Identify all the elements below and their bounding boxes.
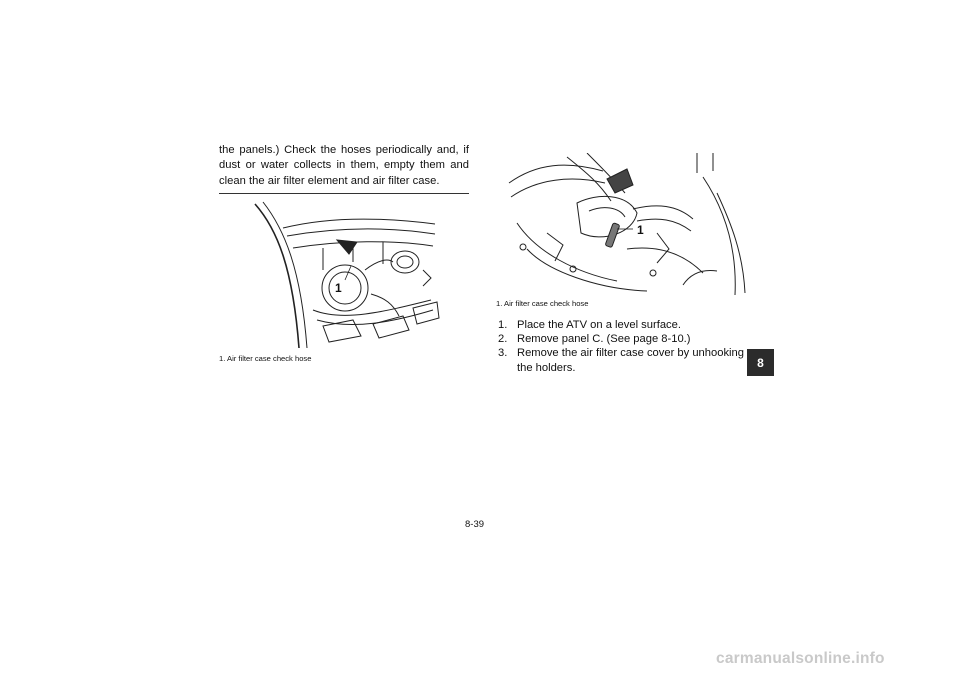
- step-number: 2.: [498, 333, 508, 346]
- figure-left-illustration: [253, 200, 443, 350]
- figure-right-caption: 1. Air filter case check hose: [496, 299, 589, 308]
- chapter-tab: 8: [747, 349, 774, 376]
- step-number: 3.: [498, 347, 508, 360]
- step-text: Place the ATV on a level surface.: [517, 319, 681, 331]
- callout-label: 1: [335, 281, 342, 295]
- list-item: [496, 346, 746, 374]
- watermark-text: carmanualsonline.info: [716, 650, 885, 667]
- step-number: 1.: [498, 319, 508, 331]
- figure-left-caption: 1. Air filter case check hose: [219, 354, 312, 363]
- section-divider: [219, 193, 469, 194]
- procedure-steps: [496, 318, 746, 375]
- list-item: [496, 318, 746, 332]
- left-column: [219, 143, 469, 189]
- step-text: Remove panel C. (See page 8-10.): [517, 333, 691, 346]
- step-text: Remove the air filter case cover by unhooking the holders.: [517, 347, 744, 374]
- page-number: 8-39: [465, 519, 485, 530]
- intro-paragraph: the panels.) Check the hoses periodically and, if dust or water collects in them, empty them and clean the air filter element and air filter case.: [219, 144, 469, 187]
- air-filter-right-drawing: [507, 153, 747, 295]
- callout-label: 1: [637, 223, 644, 237]
- list-item: [496, 332, 746, 346]
- figure-right-illustration: [507, 153, 747, 295]
- air-filter-left-drawing: [253, 200, 443, 350]
